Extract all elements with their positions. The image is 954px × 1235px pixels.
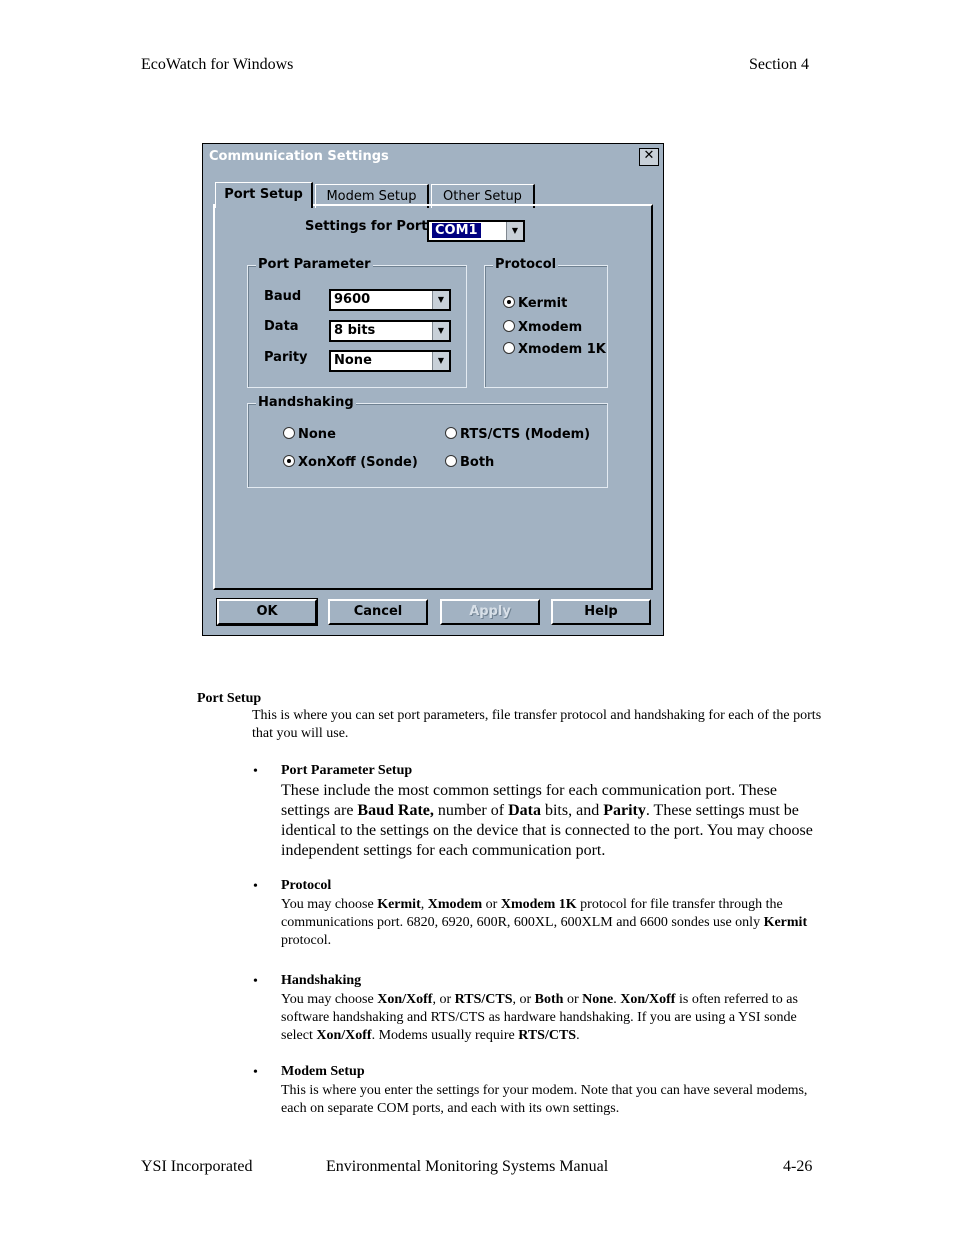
port-parameter-setup-text: These include the most common settings for each communication port. These settings are Baud Rate, number of Data bits, and Parity. These settings must be identical to the settings on the device that is connected to the port. You may choose independent settings for each communication port. (281, 782, 813, 859)
parity-value: None (334, 353, 372, 368)
footer-right: 4-26 (783, 1158, 813, 1175)
header-left: EcoWatch for Windows (141, 56, 294, 73)
tab-port-setup[interactable]: Port Setup (215, 182, 313, 208)
tab-modem-setup[interactable]: Modem Setup (315, 184, 429, 208)
chevron-down-icon[interactable]: ▼ (432, 352, 449, 370)
dialog-title-bar (205, 146, 661, 168)
protocol-kermit-label: Kermit (518, 296, 568, 311)
radio-icon (445, 427, 457, 439)
protocol-xmodem-radio[interactable] (503, 320, 582, 335)
help-button[interactable]: Help (551, 599, 651, 625)
handshaking-both-radio[interactable] (445, 455, 494, 470)
handshaking-title: Handshaking (258, 395, 354, 410)
port-setup-heading: Port Setup (197, 691, 262, 706)
port-select[interactable] (427, 220, 525, 242)
protocol-kermit-radio[interactable] (503, 296, 567, 311)
baud-label: Baud (264, 289, 302, 304)
data-value: 8 bits (334, 323, 376, 338)
parity-label: Parity (264, 350, 308, 365)
port-value: COM1 (432, 223, 481, 238)
protocol-text: You may choose Kermit, Xmodem or Xmodem 1K protocol for file transfer through the communications port. 6820, 6920, 600R, 600XL, 600XLM and 6600 sondes use only Kermit protocol. (281, 897, 808, 948)
modem-setup-heading: Modem Setup (281, 1064, 365, 1079)
protocol-xmodem-1k-radio[interactable] (503, 342, 606, 357)
protocol-xmodem-label: Xmodem (518, 320, 583, 335)
baud-value: 9600 (334, 292, 371, 307)
parity-select[interactable] (329, 350, 451, 372)
protocol-heading: Protocol (281, 878, 332, 893)
modem-setup-text: This is where you enter the settings for your modem. Note that you can have several modems, each on separate COM ports, and each with its own settings. (281, 1083, 808, 1116)
settings-for-port-label: Settings for Port (305, 219, 428, 234)
radio-icon (503, 320, 515, 332)
protocol-title: Protocol (495, 257, 557, 272)
bullet-glyph: • (253, 879, 258, 894)
footer-left: YSI Incorporated (141, 1158, 253, 1175)
bullet-glyph: • (253, 974, 258, 989)
handshaking-xonxoff-radio[interactable] (283, 455, 418, 470)
chevron-down-icon[interactable]: ▼ (506, 222, 523, 240)
chevron-down-icon[interactable]: ▼ (432, 291, 449, 309)
communication-settings-dialog (202, 143, 664, 636)
handshaking-none-radio[interactable] (283, 427, 336, 442)
handshaking-both-label: Both (460, 455, 495, 470)
data-label: Data (264, 319, 299, 334)
handshaking-none-label: None (298, 427, 336, 442)
chevron-down-icon[interactable]: ▼ (432, 322, 449, 340)
ok-button[interactable]: OK (217, 599, 317, 625)
apply-button[interactable]: Apply (440, 599, 540, 625)
cancel-button[interactable]: Cancel (328, 599, 428, 625)
radio-icon (445, 455, 457, 467)
tab-other-setup[interactable]: Other Setup (431, 184, 535, 208)
close-icon[interactable]: ✕ (639, 148, 659, 166)
bullet-glyph: • (253, 764, 258, 779)
handshaking-xonxoff-label: XonXoff (Sonde) (298, 455, 418, 470)
port-setup-text: This is where you can set port parameters, file transfer protocol and handshaking for each of the ports that you will use. (252, 708, 822, 741)
handshaking-text: You may choose Xon/Xoff, or RTS/CTS, or Both or None. Xon/Xoff is often referred to as software handshaking and RTS/CTS as hardware handshaking. If you are using a YSI sonde select Xon/Xoff. Modems usually require RTS/CTS. (281, 992, 798, 1043)
data-select[interactable] (329, 320, 451, 342)
handshaking-heading: Handshaking (281, 973, 362, 988)
footer-center: Environmental Monitoring Systems Manual (326, 1158, 609, 1175)
bullet-glyph: • (253, 1065, 258, 1080)
handshaking-rtscts-label: RTS/CTS (Modem) (460, 427, 591, 442)
radio-selected-icon (283, 455, 295, 467)
port-parameter-setup-heading: Port Parameter Setup (281, 763, 413, 778)
radio-icon (283, 427, 295, 439)
radio-selected-icon (503, 296, 515, 308)
port-parameter-title: Port Parameter (258, 257, 371, 272)
dialog-title: Communication Settings (209, 149, 389, 164)
radio-icon (503, 342, 515, 354)
protocol-xmodem-1k-label: Xmodem 1K (518, 342, 606, 357)
handshaking-rtscts-radio[interactable] (445, 427, 590, 442)
header-right: Section 4 (749, 56, 809, 73)
baud-select[interactable] (329, 289, 451, 311)
handshaking-group (247, 395, 608, 488)
